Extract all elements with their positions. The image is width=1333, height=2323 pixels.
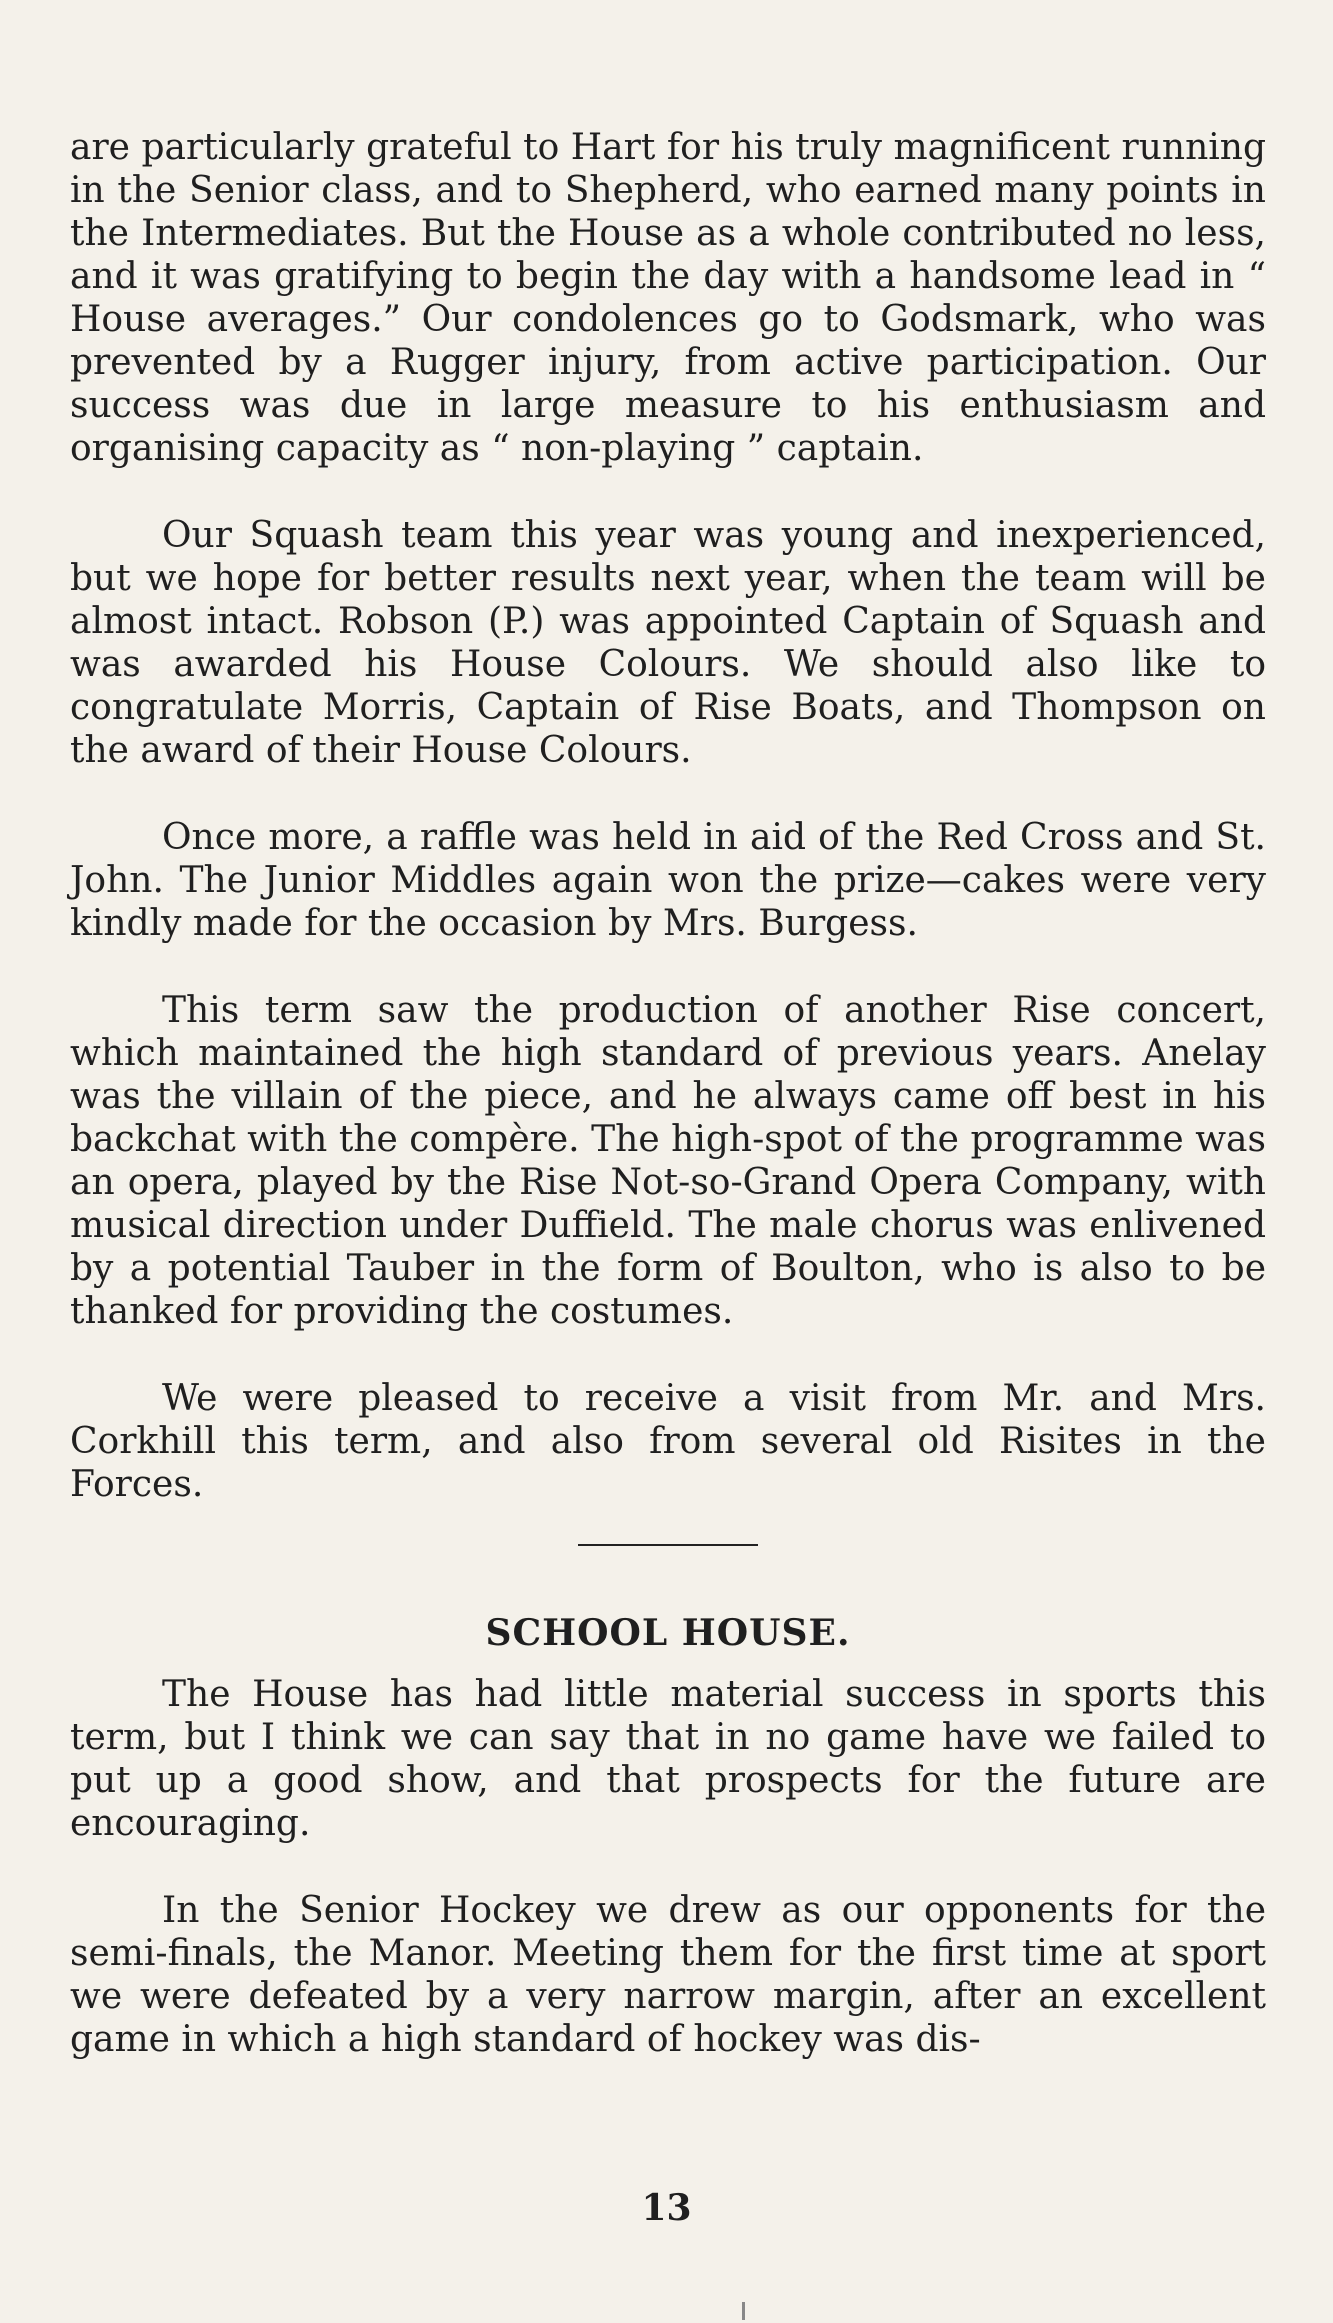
paragraph-raffle: Once more, a raffle was held in aid of the Red Cross and St. John. The Junior Middles again won the prize—cakes were very kindly made for the occasion by Mrs. Burgess. <box>70 817 1266 944</box>
paragraph-squash: Our Squash team this year was young and inexperienced, but we hope for better results next year, when the team will be almost intact. Robson (P.) was appointed Captain of Squash and was awarded his House Colours. We should also like to congratulate Morris, Captain of Rise Boats, and Thompson on the award of their House Colours. <box>70 515 1266 771</box>
page-number: 13 <box>641 2187 692 2229</box>
section-divider <box>578 1544 758 1546</box>
paragraph-continued-sports: are particularly grateful to Hart for his truly magnificent running in the Senior class, and to Shepherd, who earned many points in the Intermediates. But the House as a whole contributed no less, and it was gratifying to begin the day with a handsome lead in “ House averages.” Our condolences go to Godsmark, who was prevented by a Rugger injury, from active participation. Our success was due in large measure to his enthusiasm and organising capacity as “ non-playing ” captain. <box>70 127 1266 469</box>
page-content <box>70 126 1266 2061</box>
paragraph-concert: This term saw the production of another Rise concert, which maintained the high standard of previous years. Anelay was the villain of the piece, and he always came off best in his backchat with the compère. The high-spot of the programme was an opera, played by the Rise Not-so-Grand Opera Company, with musical direction under Duffield. The male chorus was enlivened by a potential Tauber in the form of Boulton, who is also to be thanked for providing the costumes. <box>70 990 1266 1332</box>
paragraph-senior-hockey: In the Senior Hockey we drew as our opponents for the semi-finals, the Manor. Meeting them for the first time at sport we were defeated by a very narrow margin, after an excellent game in which a high standard of hockey was dis- <box>70 1890 1266 2060</box>
scan-mark <box>742 2302 745 2320</box>
section-heading: SCHOOL HOUSE. <box>485 1612 851 1654</box>
paragraph-visit: We were pleased to receive a visit from Mr. and Mrs. Corkhill this term, and also from several old Risites in the Forces. <box>70 1378 1266 1505</box>
paragraph-school-house-intro: The House has had little material success in sports this term, but I think we can say that in no game have we failed to put up a good show, and that prospects for the future are encouraging. <box>70 1674 1266 1844</box>
